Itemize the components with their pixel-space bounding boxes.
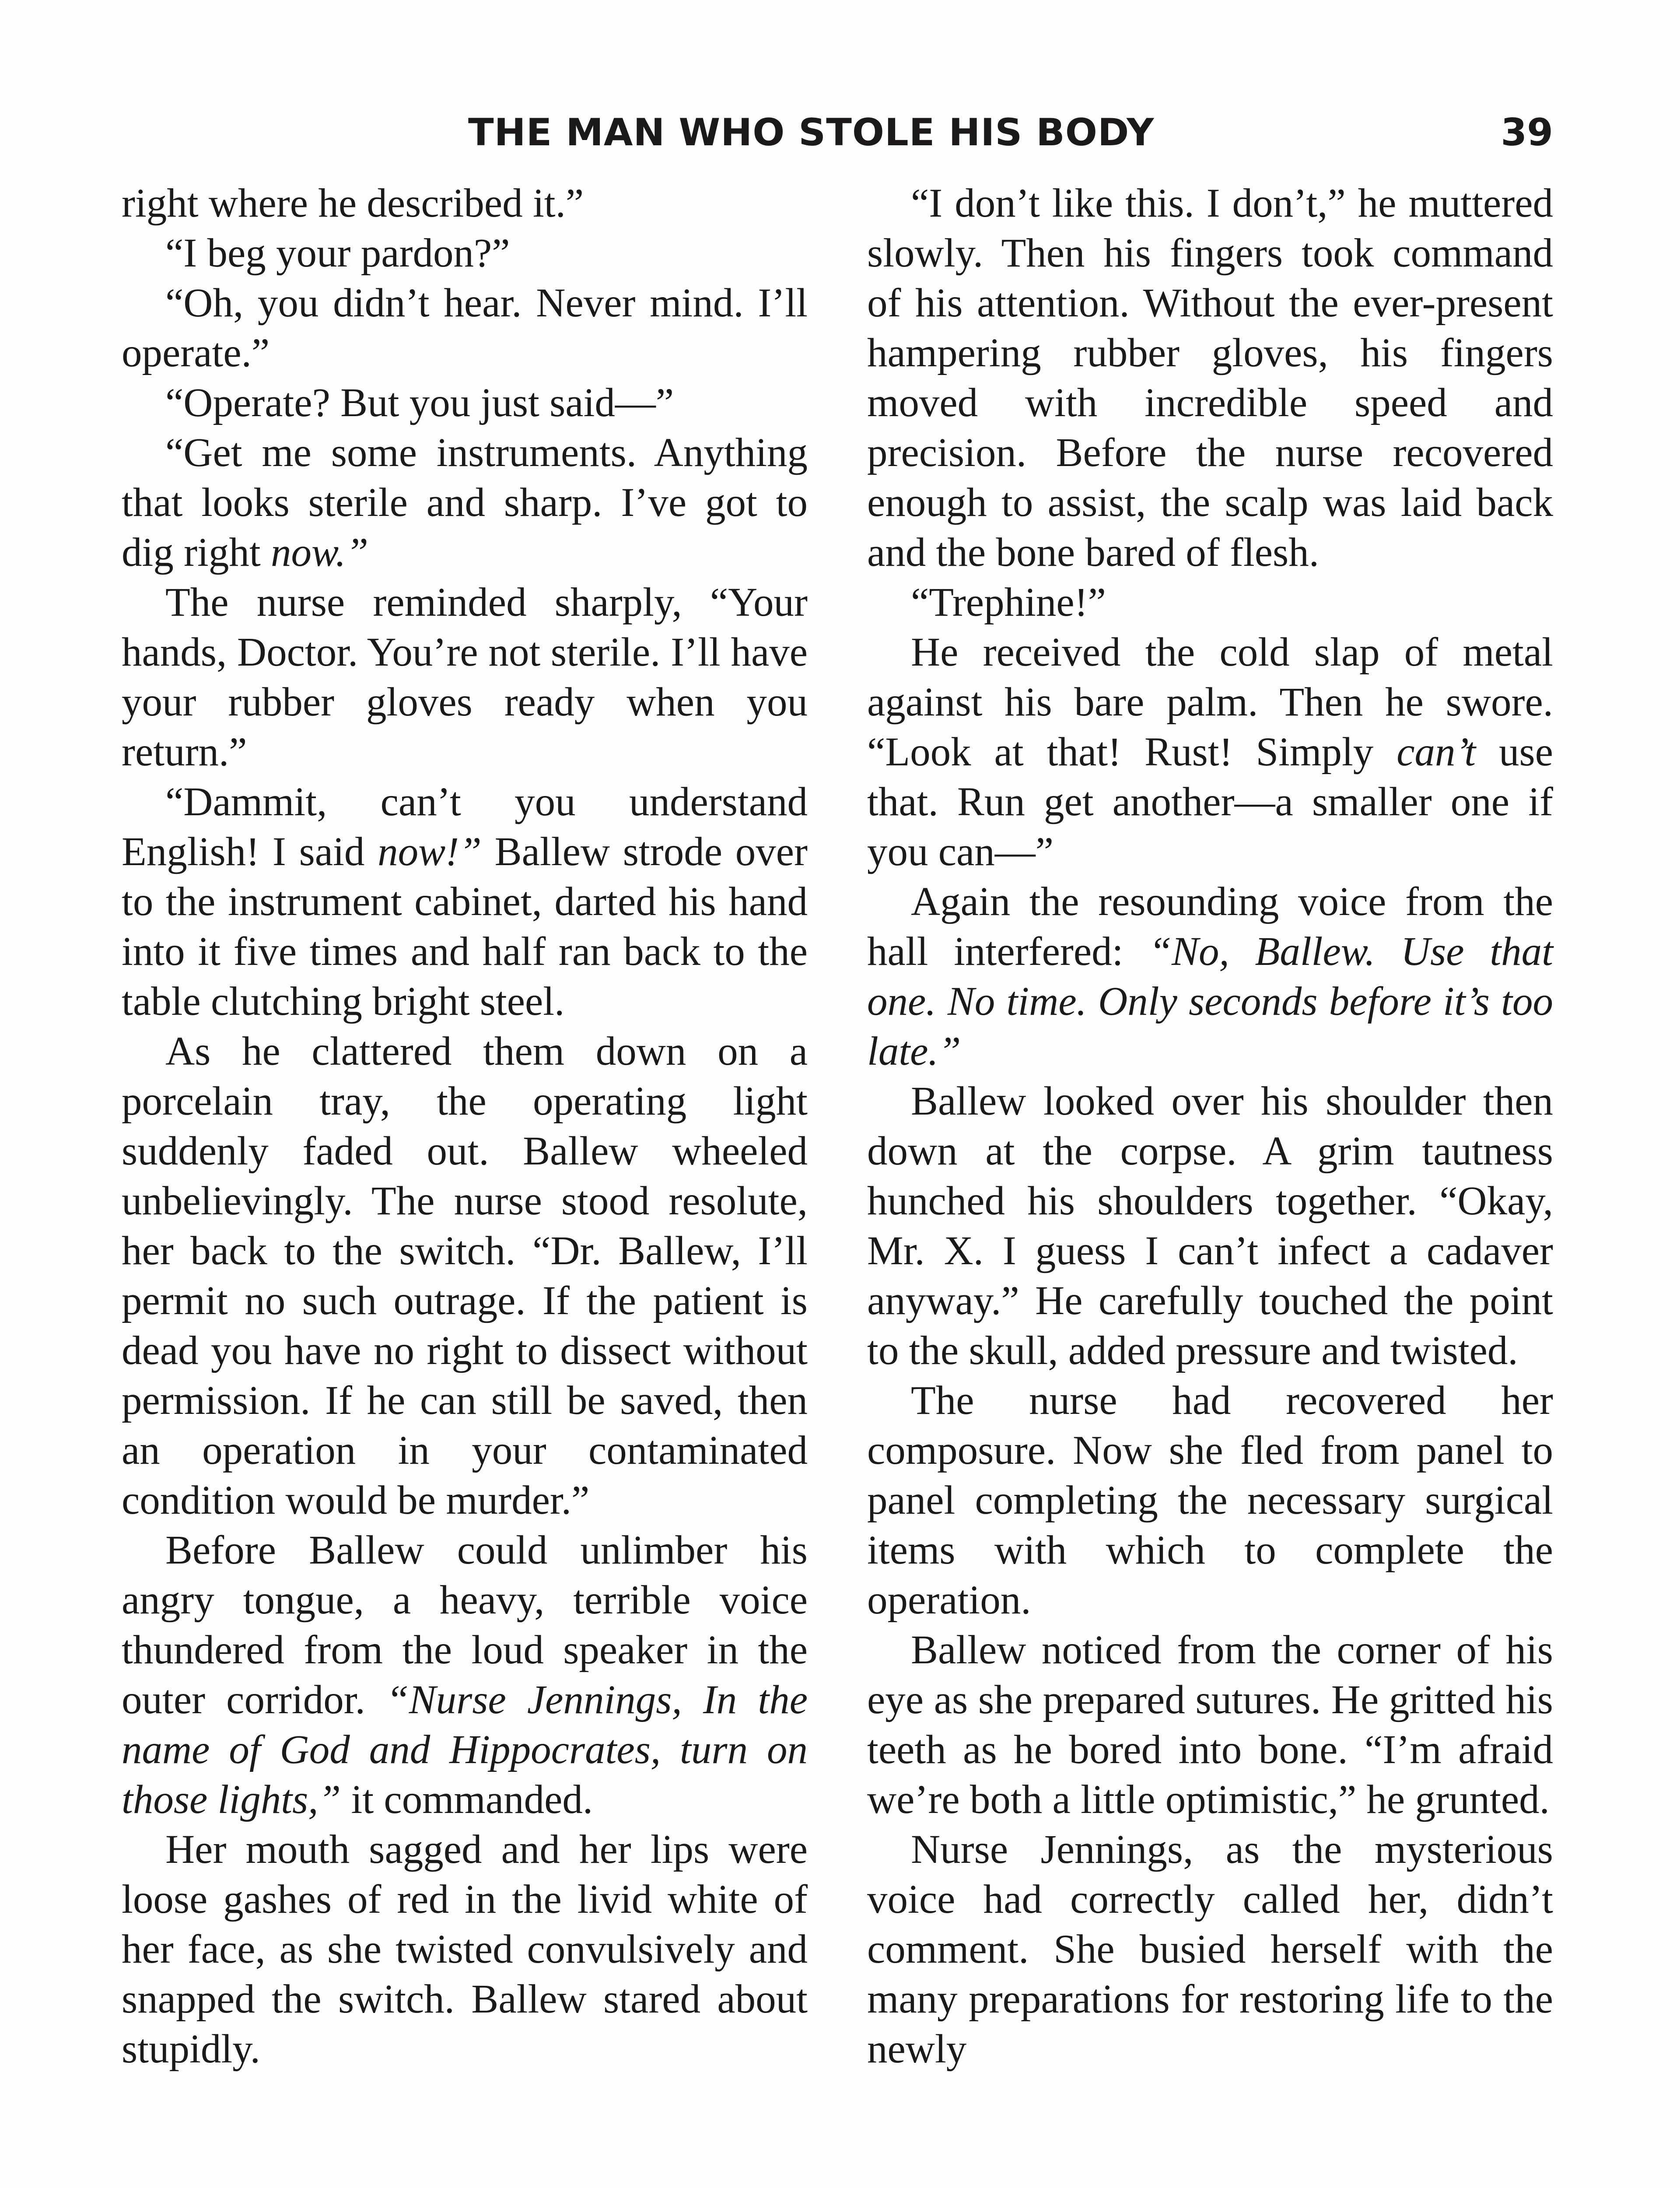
paragraph [122,378,808,428]
running-title: THE MAN WHO STOLE HIS BODY [468,111,1155,154]
text-run: “I beg your pardon?” [165,231,510,276]
paragraph [867,1076,1553,1376]
text-run: Before Ballew could unlimber his angry tongue, a heavy, terrible voice thundered from the loud speaker in the outer corridor. [122,1528,808,1722]
text-run: “I don’t like this. I don’t,” he muttered slowly. Then his fingers took command of his attention. Without the ever-present hampering rubber gloves, his fingers moved with incredible speed and precision. Before the nurse recovered enough to assist, the scalp was laid back and the bone bared of flesh. [867,181,1553,575]
paragraph [122,428,808,578]
italic-text-run: “No, Ballew. Use that one. No time. Only seconds before it’s too late.” [867,929,1553,1074]
paragraph [122,1027,808,1525]
italic-text-run: now.” [271,530,369,575]
text-run: “Operate? But you just said—” [165,380,674,425]
italic-text-run: “Nurse Jennings, In the name of God and Hippocrates, turn on those lights,” [122,1677,808,1822]
italic-text-run: can’t [1396,729,1476,775]
text-run: He received the cold slap of metal against his bare palm. Then he swore. “Look at that! Rust! Simply [867,630,1553,775]
text-run: The nurse reminded sharply, “Your hands, Doctor. You’re not sterile. I’ll have your rubber gloves ready when you return.” [122,580,808,775]
text-run: “Trephine!” [911,580,1106,625]
text-run: Nurse Jennings, as the mysterious voice had correctly called her, didn’t comment. She busied herself with the many preparations for restoring life to the newly [867,1827,1553,2072]
text-run: As he clattered them down on a porcelain tray, the operating light suddenly faded out. Ballew wheeled unbelievingly. The nurse stood resolute, her back to the switch. “Dr. Ballew, I’ll permit no such outrage. If the patient is dead you have no right to dissect without permission. If he can still be saved, then an operation in your contaminated condition would be murder.” [122,1029,808,1523]
text-run: Ballew noticed from the corner of his eye as she prepared sutures. He gritted his teeth as he bored into bone. “I’m afraid we’re both a little optimistic,” he grunted. [867,1627,1553,1822]
paragraph [867,1376,1553,1625]
paragraph [122,1825,808,2074]
left-text-column [122,179,808,2074]
text-run: Her mouth sagged and her lips were loose gashes of red in the livid white of her face, as she twisted convulsively and snapped the switch. Ballew stared about stupidly. [122,1827,808,2072]
page-number: 39 [1501,111,1553,154]
paragraph [122,777,808,1027]
text-run: right where he described it.” [122,181,584,226]
text-run: “Dammit, can’t you understand English! I said [122,779,808,874]
right-text-column [867,179,1553,2074]
paragraph [867,1625,1553,1825]
paragraph [867,628,1553,877]
paragraph [867,1825,1553,2074]
paragraph [867,877,1553,1076]
italic-text-run: now!” [378,829,482,874]
running-head [122,104,1553,161]
paragraph [867,578,1553,628]
paragraph [122,278,808,378]
text-run: “Oh, you didn’t hear. Never mind. I’ll operate.” [122,281,808,375]
paragraph [122,578,808,777]
text-run: The nurse had recovered her composure. Now she fled from panel to panel completing the necessary surgical items with which to complete the operation. [867,1378,1553,1623]
text-run: Ballew strode over to the instrument cabinet, darted his hand into it five times and half ran back to the table clutching bright steel. [122,829,808,1024]
text-run: use that. Run get another—a smaller one if you can—” [867,729,1553,874]
text-run: it commanded. [341,1777,593,1822]
paragraph [867,179,1553,578]
text-run: Again the resounding voice from the hall interfered: [867,879,1553,974]
paragraph [122,179,808,228]
text-run: “Get me some instruments. Anything that looks sterile and sharp. I’ve got to dig right [122,430,808,575]
paragraph [122,1525,808,1825]
paragraph [122,228,808,278]
text-run: Ballew looked over his shoulder then down at the corpse. A grim tautness hunched his shoulders together. “Okay, Mr. X. I guess I can’t infect a cadaver anyway.” He carefully touched the point to the skull, added pressure and twisted. [867,1079,1553,1373]
